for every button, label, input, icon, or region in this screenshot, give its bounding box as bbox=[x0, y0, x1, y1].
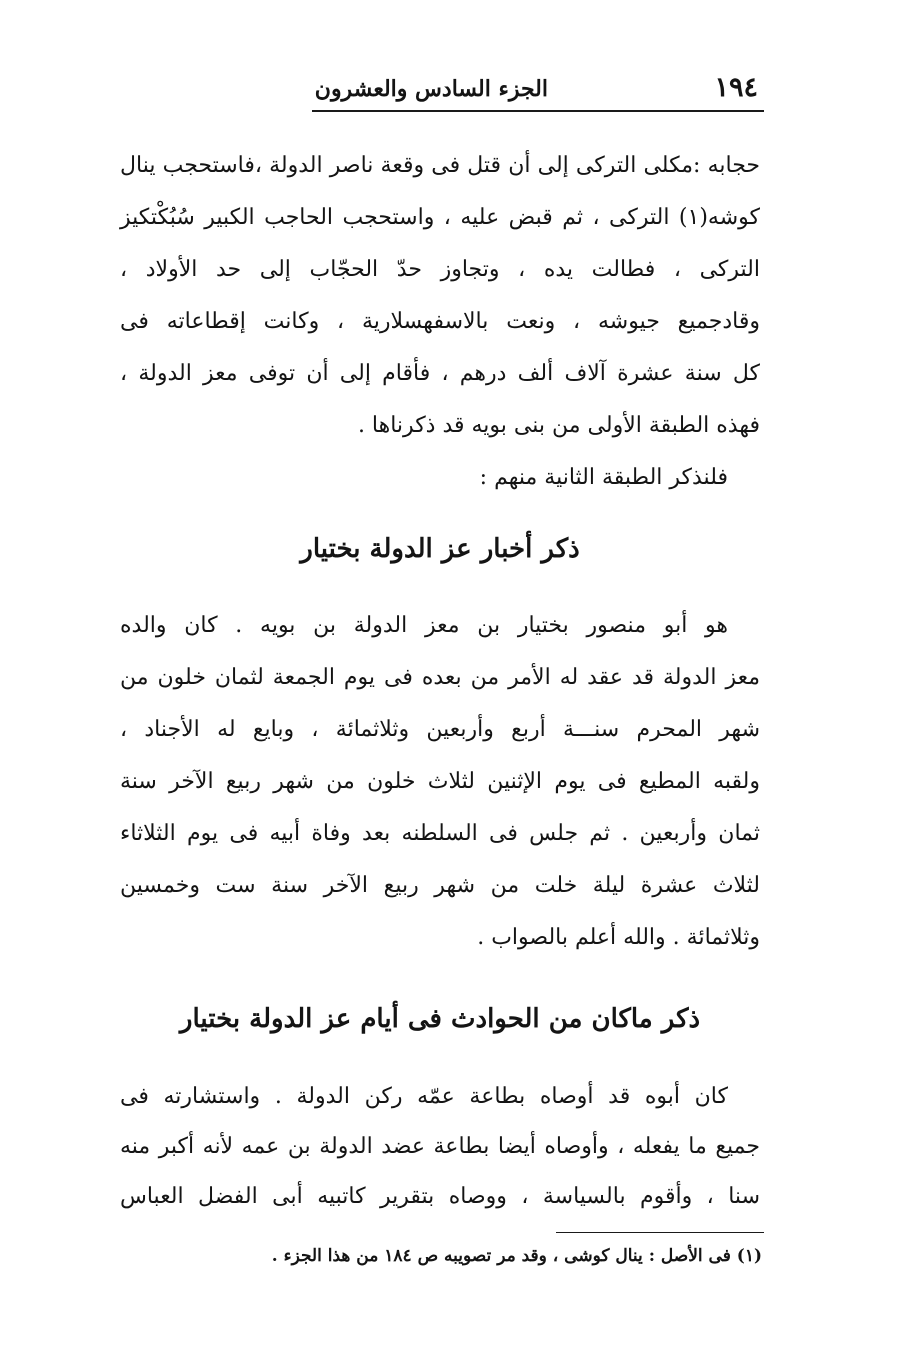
text-line: كل سنة عشرة آلاف ألف درهم ، فأقام إلى أن توفى معز الدولة ، bbox=[120, 361, 760, 386]
text-line: التركى ، فطالت يده ، وتجاوز حدّ الحجّاب إلى حد الأولاد ، bbox=[120, 257, 760, 282]
running-header bbox=[312, 66, 764, 112]
section-heading-events: ذكر ماكان من الحوادث فى أيام عز الدولة بختيار bbox=[179, 1004, 701, 1034]
paragraph-events bbox=[120, 1072, 760, 1222]
text-line: فلنذكر الطبقة الثانية منهم : bbox=[479, 465, 728, 490]
text-line: هو أبو منصور بختيار بن معز الدولة بن بويه . كان والده bbox=[120, 613, 728, 638]
text-line: معز الدولة قد عقد له الأمر من بعده فى يوم الجمعة لثمان خلون من bbox=[120, 665, 760, 690]
page-number: ١٩٤ bbox=[714, 72, 758, 103]
text-line: شهر المحرم سنـــة أربع وأربعين وثلاثمائة ، وبايع له الأجناد ، bbox=[120, 717, 760, 742]
text-line: ولقبه المطيع فى يوم الإثنين لثلاث خلون من شهر ربيع الآخر سنة bbox=[120, 769, 760, 794]
text-line: لثلاث عشرة ليلة خلت من شهر ربيع الآخر سنة ست وخمسين bbox=[120, 873, 760, 898]
text-line: سنا ، وأقوم بالسياسة ، ووصاه بتقرير كاتبيه أبى الفضل العباس bbox=[120, 1184, 760, 1209]
text-line: كوشه(١) التركى ، ثم قبض عليه ، واستحجب الحاجب الكبير سُبُكْتكيز bbox=[120, 205, 760, 230]
text-line: وقادجميع جيوشه ، ونعت بالاسفهسلارية ، وكانت إقطاعاته فى bbox=[120, 309, 760, 334]
paragraph-sabuktakin bbox=[120, 140, 760, 504]
footnote: (١) فى الأصل : ينال كوشى ، وقد مر تصويبه ص ١٨٤ من هذا الجزء . bbox=[271, 1246, 762, 1266]
footnote-divider bbox=[556, 1232, 764, 1233]
text-line: كان أبوه قد أوصاه بطاعة عمّه ركن الدولة . واستشارته فى bbox=[120, 1084, 728, 1109]
text-line: حجابه :مكلى التركى إلى أن قتل فى وقعة ناصر الدولة ،فاستحجب ينال bbox=[120, 153, 760, 178]
text-line: ثمان وأربعين . ثم جلس فى السلطنه بعد وفاة أبيه فى يوم الثلاثاء bbox=[120, 821, 760, 846]
running-title: الجزء السادس والعشرون bbox=[314, 76, 548, 102]
section-heading-izz-al-dawla: ذكر أخبار عز الدولة بختيار bbox=[300, 534, 580, 564]
text-line: جميع ما يفعله ، وأوصاه أيضا بطاعة عضد الدولة بن عمه لأنه أكبر منه bbox=[120, 1134, 760, 1159]
text-line: وثلاثمائة . والله أعلم بالصواب . bbox=[477, 925, 760, 950]
paragraph-bakhtiyar-biography bbox=[120, 600, 760, 964]
text-line: فهذه الطبقة الأولى من بنى بويه قد ذكرناها . bbox=[357, 413, 760, 438]
